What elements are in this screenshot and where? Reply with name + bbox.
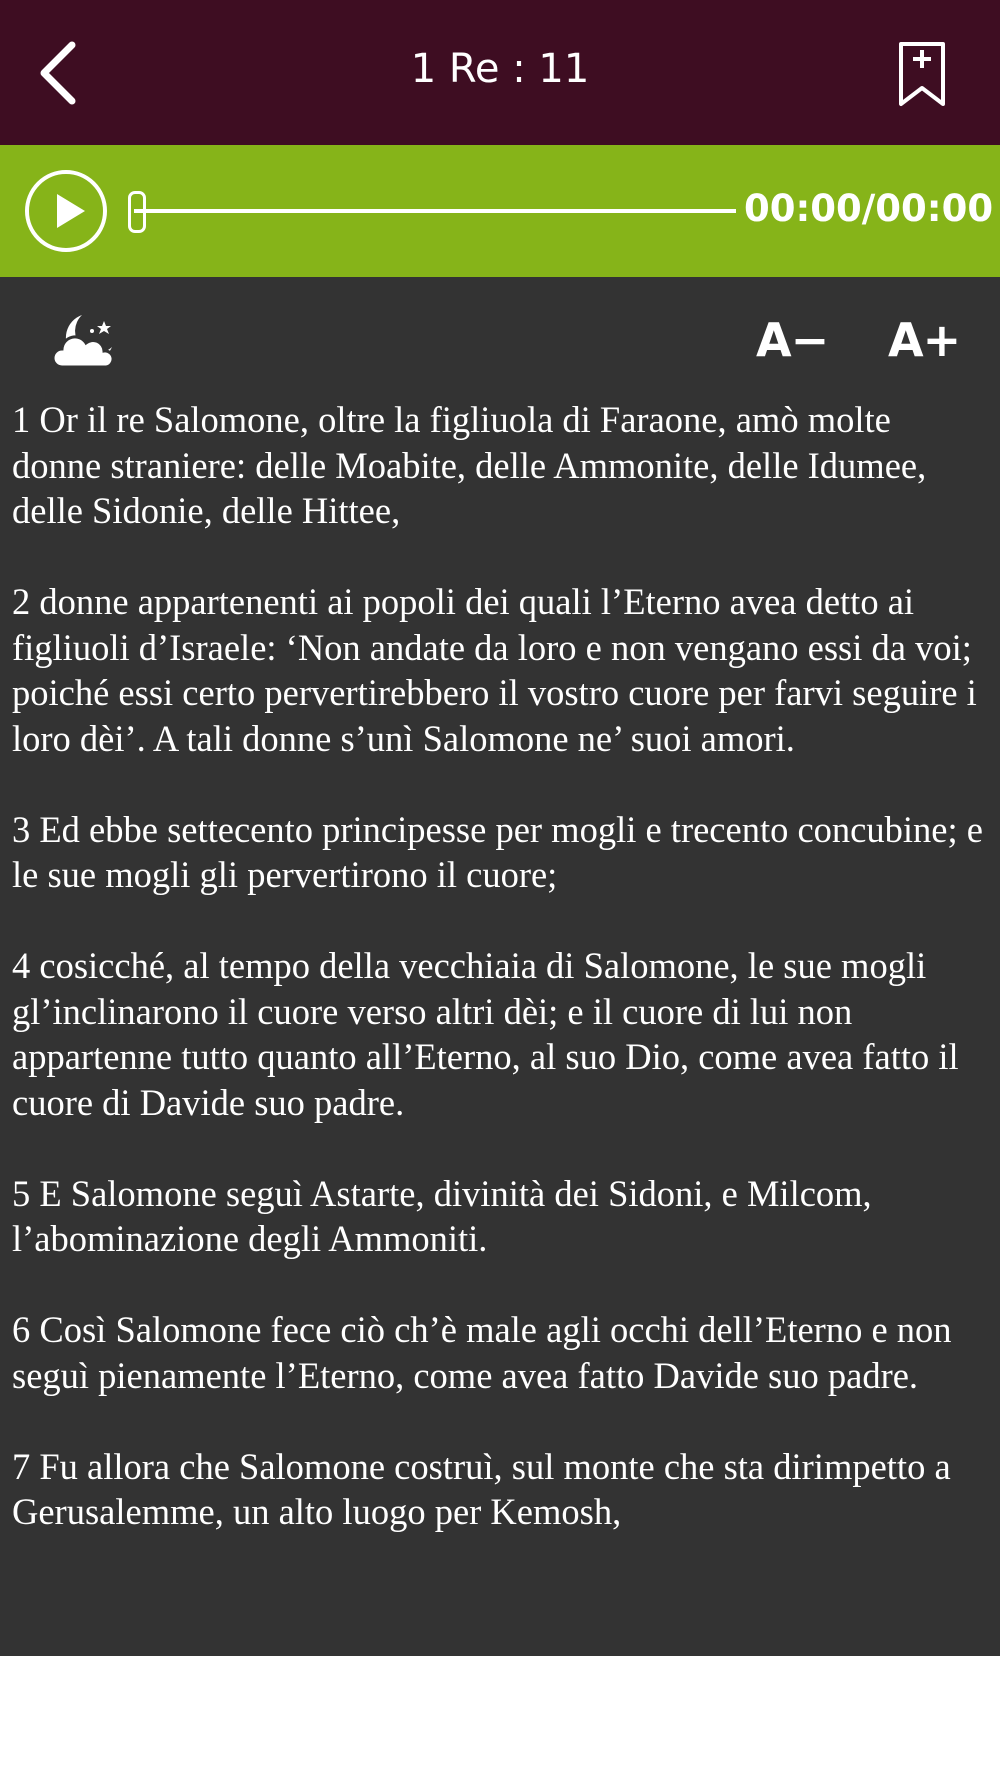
add-bookmark-button[interactable] <box>892 38 952 110</box>
verse: 2 donne appartenenti ai popoli dei quali l’Eterno avea detto ai figliuoli d’Israele: ‘Non andate da loro e non vengano essi da voi; poiché essi certo pervertirebbero il vostro cuore per farvi seguire i loro dèi’. A tali donne s’unì Salomone ne’ suoi amori. <box>12 581 977 759</box>
slider-track <box>134 209 736 213</box>
font-increase-button[interactable]: A+ <box>888 313 961 367</box>
reading-area[interactable] <box>0 277 1000 1656</box>
audio-player-bar <box>0 145 1000 277</box>
audio-time-display: 00:00/00:00 <box>744 187 994 230</box>
verse: 6 Così Salomone fece ciò ch’è male agli occhi dell’Eterno e non seguì pienamente l’Eterno, come avea fatto Davide suo padre. <box>12 1309 952 1396</box>
audio-progress-slider[interactable] <box>126 189 736 233</box>
bookmark-add-icon <box>897 40 947 108</box>
verse: 5 E Salomone seguì Astarte, divinità dei Sidoni, e Milcom, l’abominazione degli Ammoniti. <box>12 1172 872 1259</box>
night-mode-button[interactable] <box>52 311 128 373</box>
top-navigation-bar <box>0 0 1000 145</box>
verse: 7 Fu allora che Salomone costruì, sul monte che sta dirimpetto a Gerusalemme, un alto luogo per Kemosh, <box>12 1445 951 1532</box>
slider-thumb[interactable] <box>128 191 146 233</box>
verse-list <box>0 397 1000 1535</box>
play-button[interactable] <box>24 169 108 253</box>
font-decrease-button[interactable]: A− <box>756 313 829 367</box>
verse: 3 Ed ebbe settecento principesse per mogli e trecento concubine; e le sue mogli gli pervertirono il cuore; <box>12 808 983 895</box>
verse: 4 cosicché, al tempo della vecchiaia di Salomone, le sue mogli gl’inclinarono il cuore verso altri dèi; e il cuore di lui non appartenne tutto quanto all’Eterno, al suo Dio, come avea fatto il cuore di Davide suo padre. <box>12 945 959 1123</box>
chapter-title: 1 Re : 11 <box>410 46 590 92</box>
moon-cloud-icon <box>53 315 113 367</box>
play-icon <box>57 194 85 228</box>
reading-toolbar <box>0 277 1000 397</box>
verse: 1 Or il re Salomone, oltre la figliuola di Faraone, amò molte donne straniere: delle Moabite, delle Ammonite, delle Idumee, delle Sidonie, delle Hittee, <box>12 399 927 531</box>
